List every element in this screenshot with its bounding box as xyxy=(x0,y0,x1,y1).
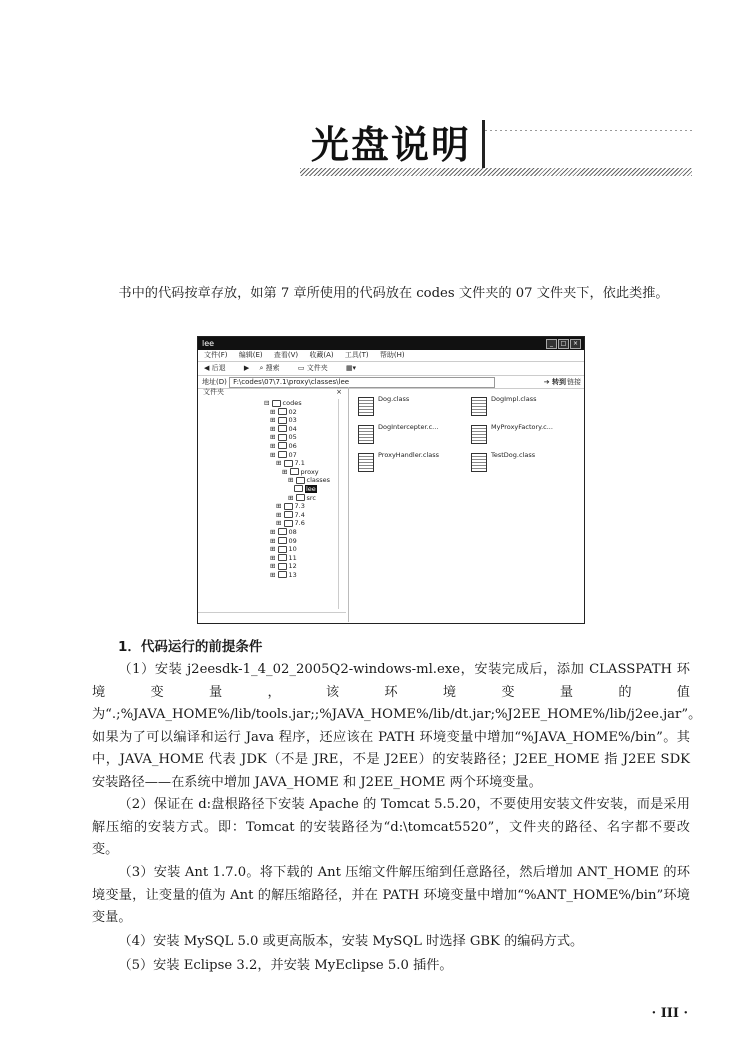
file-name: Dog.class xyxy=(378,395,410,403)
window-menubar xyxy=(198,350,584,362)
tree-node-label: src xyxy=(306,493,317,502)
folder-icon xyxy=(290,468,299,475)
folder-icon xyxy=(272,400,281,407)
tree-node-label: codes xyxy=(282,399,302,407)
back-button: ◀ 后退 xyxy=(204,364,226,372)
tree-node xyxy=(198,451,346,460)
intro-paragraph: 书中的代码按章存放，如第 7 章所使用的代码放在 codes 文件夹的 07 文件夹下，依此类推。 xyxy=(118,286,669,301)
expand-icon: ⊞ xyxy=(270,433,278,442)
folder-icon xyxy=(284,511,293,518)
folder-icon xyxy=(278,451,287,458)
folder-icon xyxy=(284,520,293,527)
folder-icon xyxy=(278,528,287,535)
section-heading: 1．代码运行的前提条件 xyxy=(118,639,263,655)
expand-icon: ⊞ xyxy=(270,450,278,459)
expand-icon: ⊟ xyxy=(264,399,272,407)
tree-node-label: 02 xyxy=(288,407,297,416)
file-name: DogIntercepter.c... xyxy=(378,423,439,431)
item-4: （4）安装 MySQL 5.0 或更高版本，安装 MySQL 时选择 GBK 的编码方式。 xyxy=(118,934,584,949)
tree-node-label: 09 xyxy=(288,536,297,545)
tree-node xyxy=(198,562,346,571)
banner-hatch xyxy=(300,168,692,176)
file-item xyxy=(358,423,468,449)
file-name: DogImpl.class xyxy=(491,395,537,403)
tree-node-label: 05 xyxy=(288,433,297,442)
folder-icon xyxy=(278,425,287,432)
menu-edit: 编辑(E) xyxy=(238,351,263,359)
expand-icon: ⊞ xyxy=(270,527,278,536)
tree-node xyxy=(198,425,346,434)
expand-icon: ⊞ xyxy=(270,407,278,416)
folder-icon xyxy=(278,546,287,553)
tree-node xyxy=(198,433,346,442)
explorer-screenshot xyxy=(197,336,585,624)
tree-node-label: 10 xyxy=(288,545,297,554)
window-controls xyxy=(546,339,581,349)
folder-icon xyxy=(296,494,305,501)
tree-node xyxy=(198,511,346,520)
address-label: 地址(D) xyxy=(202,378,227,386)
title-banner xyxy=(300,118,692,180)
expand-icon: ⊞ xyxy=(276,459,284,468)
search-button: ⌕ 搜索 xyxy=(259,364,280,372)
menu-help: 帮助(H) xyxy=(379,351,405,359)
item-5: （5）安装 Eclipse 3.2，并安装 MyEclipse 5.0 插件。 xyxy=(118,958,453,973)
folder-icon xyxy=(284,503,293,510)
window-titlebar xyxy=(198,337,584,350)
tree-node-label: 7.3 xyxy=(294,502,305,511)
class-file-icon xyxy=(471,397,487,416)
item-3: （3）安装 Ant 1.7.0。将下载的 Ant 压缩文件解压缩到任意路径，然后增加 ANT_HOME 的环境变量，让变量的值为 Ant 的解压缩路径，并在 PATH 环境变量中增加“%ANT_HOME%/bin”环境变量。 xyxy=(92,865,690,925)
folder-icon xyxy=(278,571,287,578)
tree-node-label: lee xyxy=(306,484,316,493)
tree-node xyxy=(198,502,346,511)
expand-icon: ⊞ xyxy=(270,562,278,571)
tree-node-label: proxy xyxy=(300,467,319,476)
tree-node xyxy=(198,554,346,563)
folder-icon xyxy=(278,442,287,449)
file-item xyxy=(471,395,581,421)
go-button: ➔ 转到 xyxy=(543,378,566,386)
folder-icon xyxy=(278,537,287,544)
tree-node xyxy=(198,476,346,485)
tree-node xyxy=(198,571,346,580)
tree-node xyxy=(198,416,346,425)
file-name: TestDog.class xyxy=(491,451,536,459)
close-pane-icon: × xyxy=(336,388,342,396)
tree-node xyxy=(198,545,346,554)
tree-node-label: 06 xyxy=(288,441,297,450)
class-file-icon xyxy=(358,453,374,472)
folder-icon xyxy=(296,477,305,484)
tree-node-label: 12 xyxy=(288,562,297,571)
tree-node xyxy=(198,399,346,408)
tree-node-label: 13 xyxy=(288,570,297,579)
close-icon: × xyxy=(570,339,581,349)
folder-pane-title: 文件夹 xyxy=(203,388,224,396)
class-file-icon xyxy=(471,425,487,444)
expand-icon: ⊞ xyxy=(288,493,296,502)
forward-icon: ▶ xyxy=(243,364,250,372)
tree-node-label: 07 xyxy=(288,450,297,459)
tree-node xyxy=(198,485,346,494)
expand-icon: ⊞ xyxy=(276,519,284,528)
class-file-icon xyxy=(471,453,487,472)
tree-node-label: classes xyxy=(306,476,331,485)
maximize-icon: □ xyxy=(558,339,569,349)
tree-node-label: 08 xyxy=(288,527,297,536)
folder-tree xyxy=(198,399,346,579)
tree-node-label: 03 xyxy=(288,416,297,425)
expand-icon: ⊞ xyxy=(276,502,284,511)
tree-node xyxy=(198,528,346,537)
expand-icon: ⊞ xyxy=(288,476,296,485)
menu-view: 查看(V) xyxy=(273,351,299,359)
item-2: （2）保证在 d:盘根路径下安装 Apache 的 Tomcat 5.5.20，不要使用安装文件安装，而是采用解压缩的安装方式。即：Tomcat 的安装路径为“d:\tomcat5520”，文件夹的路径、名字都不要改变。 xyxy=(92,797,690,857)
tree-node-label: 7.1 xyxy=(294,459,305,468)
expand-icon: ⊞ xyxy=(270,570,278,579)
expand-icon: ⊞ xyxy=(282,467,290,476)
tree-node-label: 11 xyxy=(288,553,297,562)
tree-node-label: 7.4 xyxy=(294,510,305,519)
expand-icon: ⊞ xyxy=(270,416,278,425)
tree-node xyxy=(198,408,346,417)
class-file-icon xyxy=(358,397,374,416)
expand-icon: ⊞ xyxy=(270,441,278,450)
tree-scrollbar-horizontal xyxy=(198,612,346,620)
page-title: 光盘说明 xyxy=(300,120,485,170)
tree-node xyxy=(198,519,346,528)
minimize-icon: _ xyxy=(546,339,557,349)
folder-pane xyxy=(198,387,349,622)
class-file-icon xyxy=(358,425,374,444)
tree-node-label: 7.6 xyxy=(294,519,305,528)
folder-icon xyxy=(278,563,287,570)
folders-button: ▭ 文件夹 xyxy=(297,364,328,372)
tree-node xyxy=(198,537,346,546)
folder-icon xyxy=(278,408,287,415)
item-1: （1）安装 j2eesdk-1_4_02_2005Q2-windows-ml.exe，安装完成后，添加 CLASSPATH 环境变量，该环境变量的值为“.;%JAVA_HOME%/lib/tools.jar;;%JAVA_HOME%/lib/dt.jar;%J2EE_HOME%/lib/j2ee.jar”。如果为了可以编译和运行 Java 程序，还应该在 PATH 环境变量中增加“%JAVA_HOME%/bin”。其中，JAVA_HOME 代表 JDK（不是 JRE，不是 J2EE）的安装路径；J2EE_HOME 指 J2EE SDK 安装路径——在系统中增加 JAVA_HOME 和 J2EE_HOME 两个环境变量。 xyxy=(92,662,702,790)
expand-icon: ⊞ xyxy=(270,553,278,562)
tree-node xyxy=(198,468,346,477)
window-title: lee xyxy=(202,339,215,348)
file-name: ProxyHandler.class xyxy=(378,451,440,459)
menu-file: 文件(F) xyxy=(204,351,228,359)
expand-icon: ⊞ xyxy=(270,424,278,433)
expand-icon: ⊞ xyxy=(276,510,284,519)
folder-pane-header xyxy=(198,387,348,397)
banner-dotted-line xyxy=(485,130,692,131)
folder-icon xyxy=(278,434,287,441)
page-number: · III · xyxy=(651,1006,688,1021)
expand-icon: ⊞ xyxy=(270,545,278,554)
menu-tools: 工具(T) xyxy=(344,351,369,359)
address-path: F:\codes\07\7.1\proxy\classes\lee xyxy=(229,377,495,388)
file-item xyxy=(471,423,581,449)
file-name: MyProxyFactory.c... xyxy=(491,423,553,431)
file-item xyxy=(358,451,468,477)
folder-icon xyxy=(278,554,287,561)
tree-node xyxy=(198,459,346,468)
views-icon: ▦▾ xyxy=(345,364,357,372)
folder-icon xyxy=(278,417,287,424)
menu-favorites: 收藏(A) xyxy=(309,351,334,359)
expand-icon: ⊞ xyxy=(270,536,278,545)
tree-node xyxy=(198,494,346,503)
tree-node xyxy=(198,442,346,451)
links-label: 链接 xyxy=(567,378,581,386)
file-item xyxy=(471,451,581,477)
file-item xyxy=(358,395,468,421)
folder-icon xyxy=(284,460,293,467)
tree-scrollbar-vertical xyxy=(338,399,346,609)
window-toolbar xyxy=(198,362,584,376)
tree-node-label: 04 xyxy=(288,424,297,433)
folder-icon xyxy=(294,485,303,492)
